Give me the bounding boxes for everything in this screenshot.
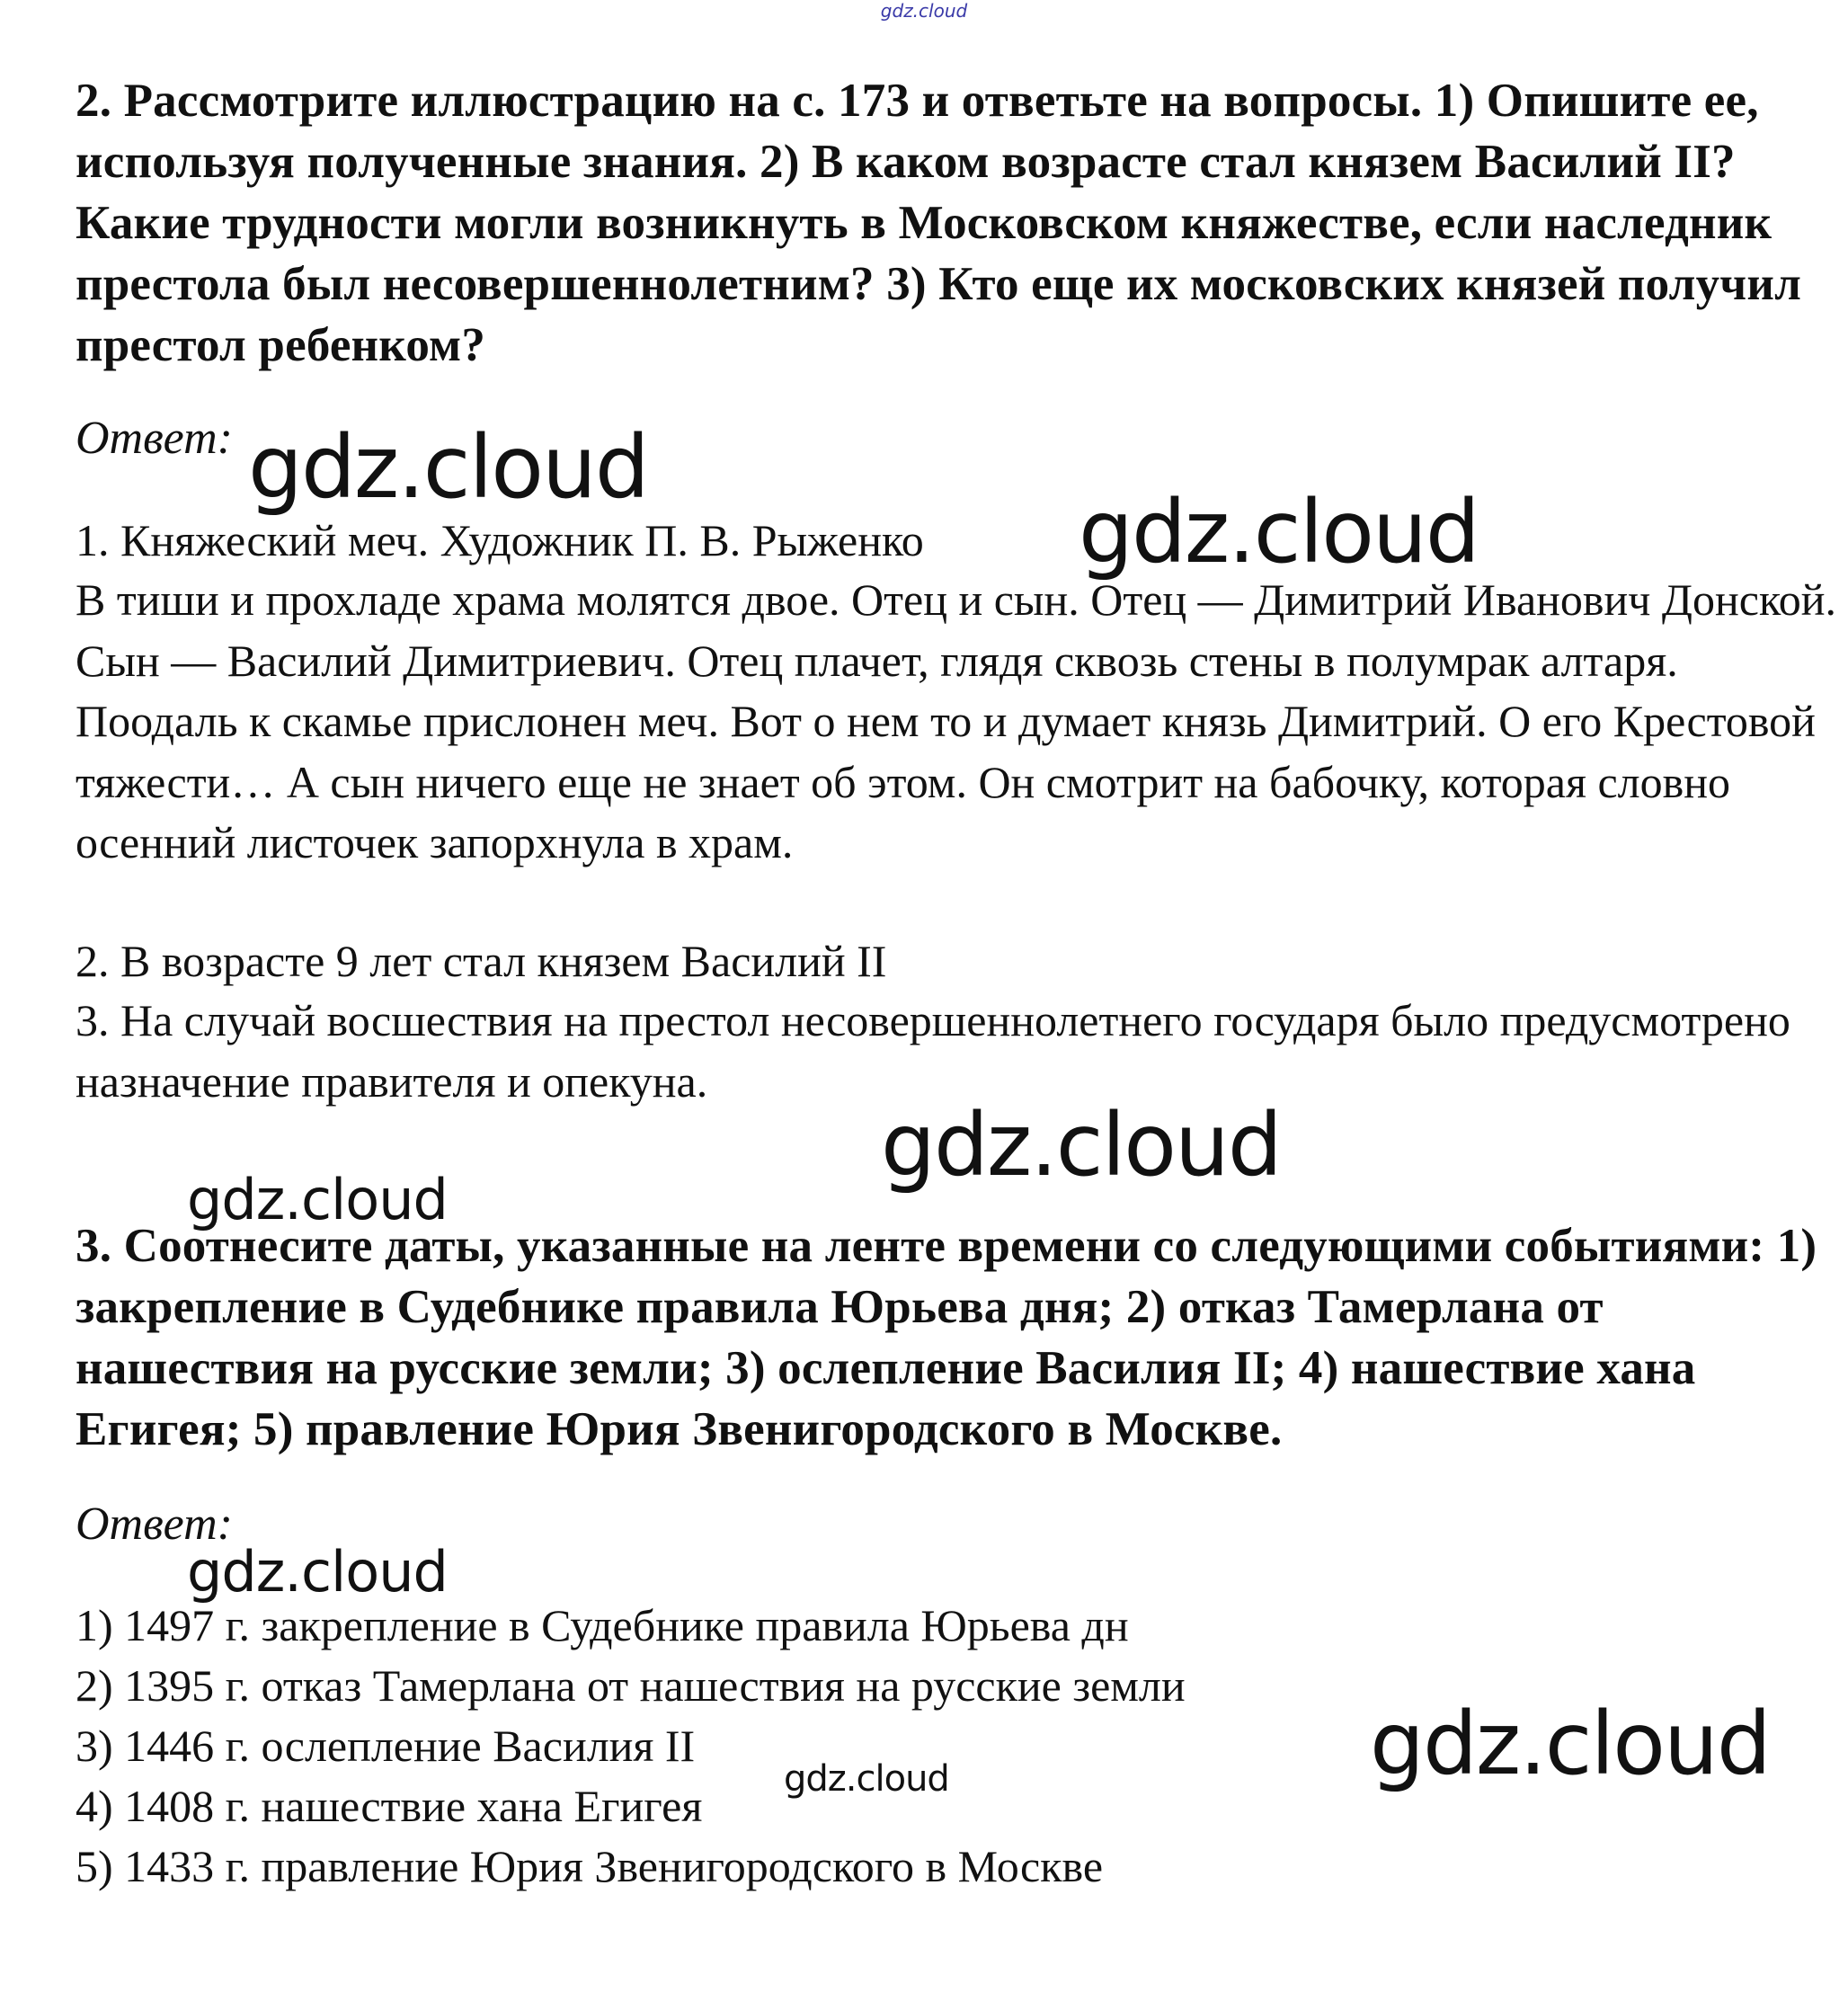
list-item: 4) 1408 г. нашествие хана Егигея — [76, 1781, 703, 1831]
task-3-answer-label: Ответ: — [76, 1498, 233, 1550]
watermark: gdz.cloud — [784, 1758, 949, 1800]
watermark: gdz.cloud — [248, 417, 648, 518]
watermark: gdz.cloud — [881, 1095, 1281, 1196]
list-item: 5) 1433 г. правление Юрия Звенигородского в Москве — [76, 1841, 1104, 1891]
watermark: gdz.cloud — [187, 1167, 448, 1232]
top-watermark: gdz.cloud — [880, 0, 968, 22]
task-2-answer-line-2: 2. В возрасте 9 лет стал князем Василий II — [76, 936, 887, 986]
list-item: 3) 1446 г. ослепление Василия II — [76, 1721, 696, 1771]
list-item: 2) 1395 г. отказ Тамерлана от нашествия на русские земли — [76, 1660, 1186, 1711]
task-2-answer-label: Ответ: — [76, 413, 233, 464]
watermark: gdz.cloud — [187, 1539, 448, 1605]
task-3-question: 3. Соотнесите даты, указанные на ленте времени со следующими событиями: 1) закрепление в Судебнике правила Юрьева дня; 2) отказ Тамерлана от нашествия на русские земли; 3) ослепление Василия II; 4) нашествие хана Егигея; 5) правление Юрия Звенигородского в Москве. — [76, 1220, 1817, 1455]
task-2-question: 2. Рассмотрите иллюстрацию на с. 173 и ответьте на вопросы. 1) Опишите ее, используя полученные знания. 2) В каком возрасте стал князем Василий II? Какие трудности могли возникнуть в Московском княжестве, если наследник престола был несовершеннолетним? 3) Кто еще их московских князей получил престол ребенком? — [76, 75, 1802, 371]
list-item: 1) 1497 г. закрепление в Судебнике правила Юрьева дн — [76, 1600, 1129, 1650]
task-2-answer-paragraph: В тиши и прохладе храма молятся двое. Отец и сын. Отец — Димитрий Иванович Донской. Сын — Василий Димитриевич. Отец плачет, глядя сквозь стены в полумрак алтаря. Поодаль к скамье прислонен меч. Вот о нем то и думает князь Димитрий. О его Крестовой тяжести… А сын ничего еще не знает об этом. Он смотрит на бабочку, которая словно осенний листочек запорхнула в храм. — [76, 574, 1836, 867]
task-2-answer-line-1: 1. Княжеский меч. Художник П. В. Рыженко — [76, 515, 924, 565]
watermark: gdz.cloud — [1079, 482, 1479, 582]
watermark: gdz.cloud — [1370, 1694, 1770, 1794]
task-2-answer-line-3: 3. На случай восшествия на престол несовершеннолетнего государя было предусмотрено назначение правителя и опекуна. — [76, 995, 1790, 1107]
